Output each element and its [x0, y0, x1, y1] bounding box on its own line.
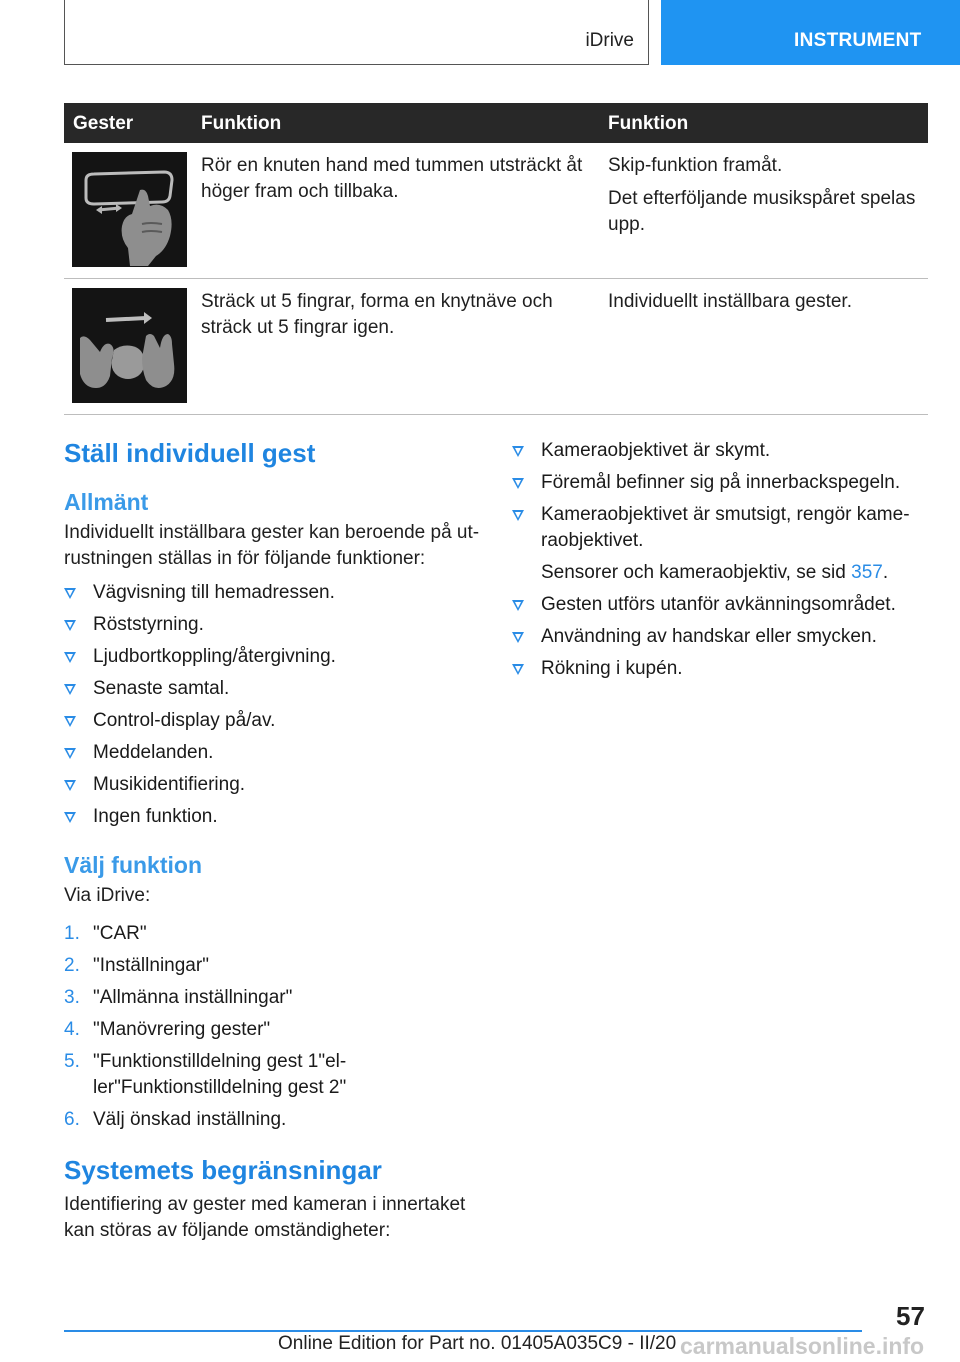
bullet-triangle-icon: [64, 652, 76, 663]
header-tab[interactable]: [661, 0, 960, 65]
left-column: [64, 438, 484, 1244]
steps-list: [64, 921, 484, 1133]
table-header: [64, 103, 928, 143]
step-item: 5. "Funktionstilldelning gest 1"eller"Funktionstilldelning gest 2": [64, 1051, 347, 1098]
step-item: 1. "CAR": [64, 923, 147, 944]
list-item: Rökning i kupén.: [512, 656, 928, 682]
bullet-triangle-icon: [512, 510, 524, 521]
gesture-table: [64, 103, 928, 415]
function-line: Det efterföljande musikspåret spelas upp.: [608, 188, 916, 235]
valj-intro: Via iDrive:: [64, 885, 151, 906]
gesture-thumb-swipe-icon: [72, 152, 187, 267]
bullet-triangle-icon: [512, 446, 524, 457]
function-line: Individuellt inställbara gester.: [608, 291, 852, 312]
bullet-triangle-icon: [512, 664, 524, 675]
section-title-limits: Systemets begränsningar: [64, 1155, 382, 1185]
list-item: Vägvisning till hemadressen.: [64, 580, 484, 606]
list-item: Kameraobjektivet är smutsigt, rengör kameraobjektivet.: [512, 502, 912, 554]
list-item: Användning av handskar eller smycken.: [512, 624, 928, 650]
limits-list: [512, 438, 928, 554]
list-item: Meddelanden.: [64, 740, 484, 766]
bullet-triangle-icon: [512, 632, 524, 643]
list-item: Senaste samtal.: [64, 676, 484, 702]
function-line: Skip-funktion framåt.: [608, 155, 783, 176]
step-item: 4. "Manövrering gester": [64, 1019, 271, 1040]
footer-edition: Online Edition for Part no. 01405A035C9 - II/20: [278, 1333, 677, 1354]
bullet-triangle-icon: [64, 748, 76, 759]
bullet-triangle-icon: [64, 588, 76, 599]
step-item: 2. "Inställningar": [64, 955, 209, 976]
gesture-thumb-open-fist-icon: [72, 288, 187, 403]
col-header-funktion-1: Funktion: [201, 113, 282, 134]
function-list: [64, 580, 484, 830]
gesture-description: Rör en knuten hand med tummen utsträckt åt höger fram och tillbaka.: [201, 155, 583, 202]
list-item: Röststyrning.: [64, 612, 484, 638]
bullet-triangle-icon: [512, 478, 524, 489]
page-number: 57: [896, 1301, 925, 1331]
footer-divider: [64, 1330, 862, 1332]
list-item: Control-display på/av.: [64, 708, 484, 734]
allmant-intro: Individuellt inställbara gester kan beroende på utrustningen ställas in för följande funktioner:: [64, 522, 480, 569]
header-box: [64, 0, 649, 65]
step-item: 3. "Allmänna inställningar": [64, 987, 293, 1008]
col-header-funktion-2: Funktion: [608, 113, 689, 134]
col-header-gester: Gester: [73, 113, 134, 134]
gesture-description: Sträck ut 5 fingrar, forma en knytnäve och sträck ut 5 fingrar igen.: [201, 291, 553, 338]
list-item: Föremål befinner sig på innerbackspegeln.: [512, 470, 928, 496]
limits-list-2: [512, 592, 928, 682]
list-item: Musikidentifiering.: [64, 772, 484, 798]
function-description: [608, 153, 926, 238]
watermark: carmanualsonline.info: [680, 1333, 925, 1359]
bullet-triangle-icon: [512, 600, 524, 611]
table-row: [64, 279, 928, 415]
list-item: Kameraobjektivet är skymt.: [512, 438, 928, 464]
limits-intro: Identifiering av gester med kameran i innertaket kan störas av följande omständigheter:: [64, 1194, 466, 1241]
function-description: [608, 289, 926, 315]
cross-reference-note: Sensorer och kameraobjektiv, se sid 357.: [541, 562, 889, 583]
subsection-title-allmant: Allmänt: [64, 489, 149, 515]
header-tab-label: INSTRUMENT: [794, 30, 922, 51]
page-link[interactable]: 357: [851, 562, 883, 583]
step-item: 6. Välj önskad inställning.: [64, 1109, 287, 1130]
list-item: Ljudbortkoppling/återgivning.: [64, 644, 484, 670]
bullet-triangle-icon: [64, 716, 76, 727]
table-row: [64, 143, 928, 279]
header-section: iDrive: [585, 30, 634, 51]
bullet-triangle-icon: [64, 620, 76, 631]
list-item: Ingen funktion.: [64, 804, 484, 830]
bullet-triangle-icon: [64, 780, 76, 791]
list-item: Gesten utförs utanför avkänningsområdet.: [512, 592, 928, 618]
right-column: [512, 438, 928, 688]
bullet-triangle-icon: [64, 812, 76, 823]
section-title: Ställ individuell gest: [64, 438, 316, 468]
bullet-triangle-icon: [64, 684, 76, 695]
subsection-title-valj: Välj funktion: [64, 852, 202, 878]
